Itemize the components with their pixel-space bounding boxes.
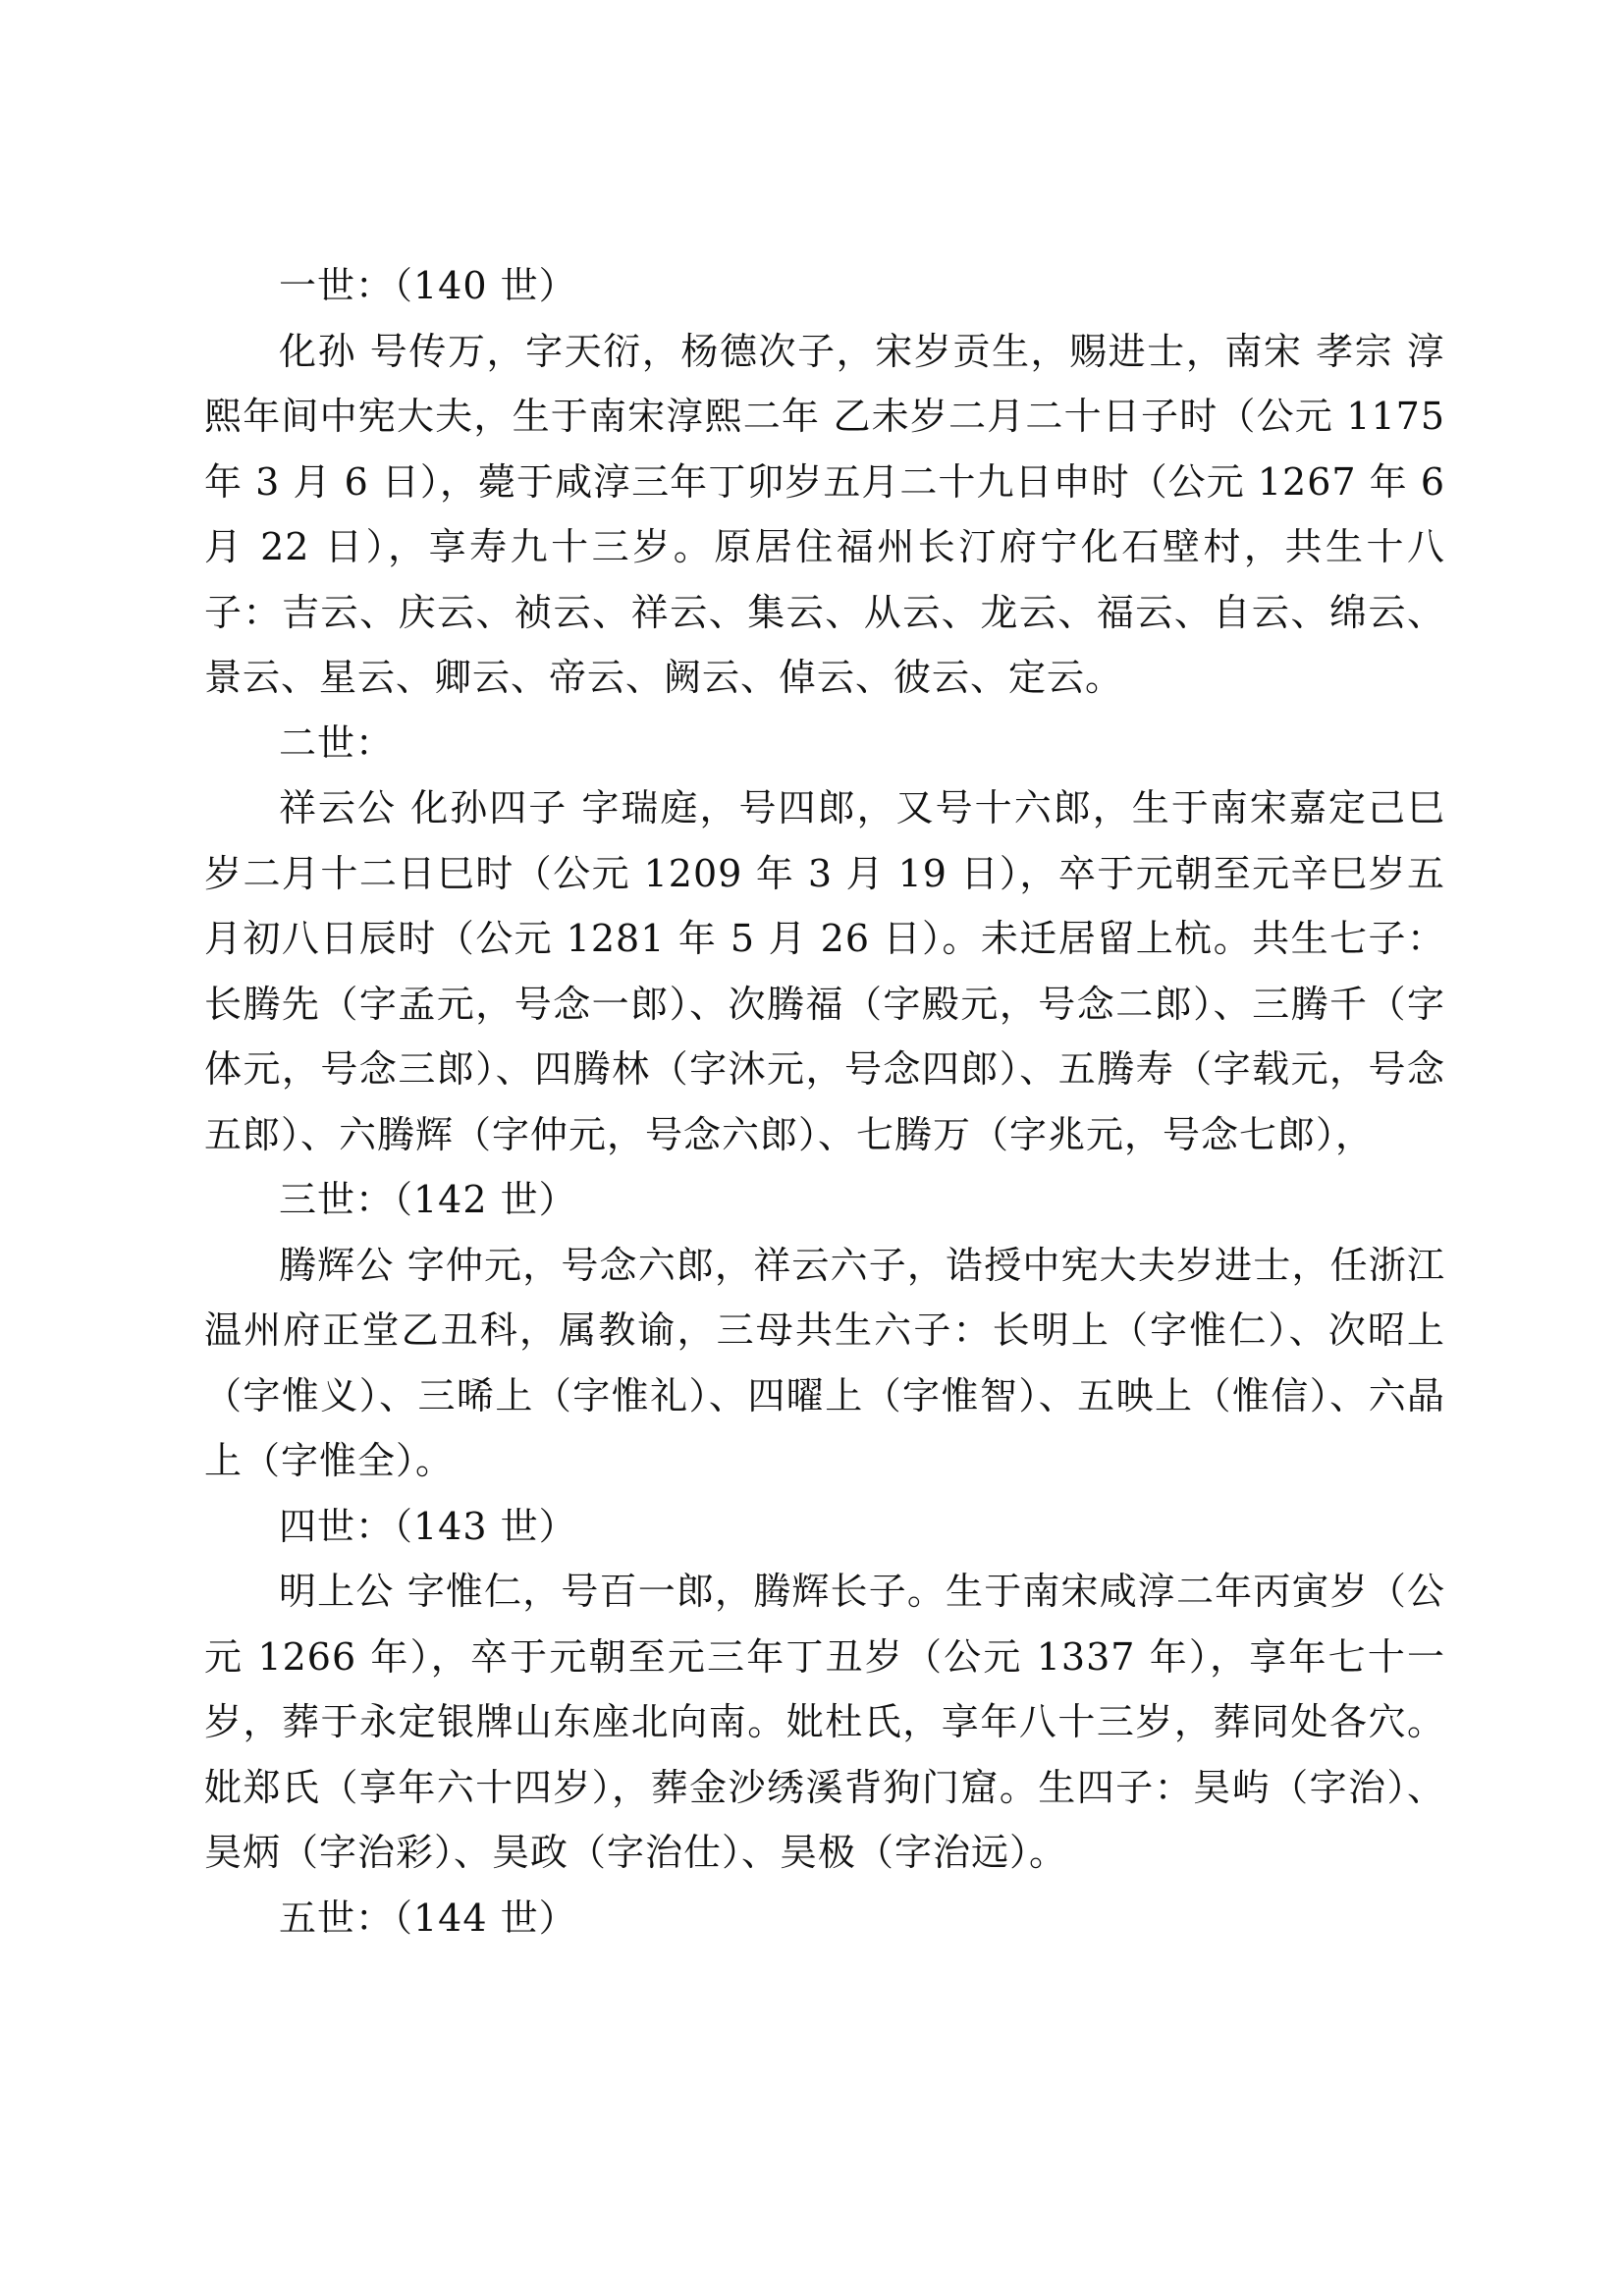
generation-paragraph-1: 化孙 号传万，字天衍，杨德次子，宋岁贡生，赐进士，南宋 孝宗 淳熙年间中宪大夫，生于南宋淳熙二年 乙未岁二月二十日子时（公元 1175 年 3 月 6 日），薨于咸淳三年丁卯岁五月二十九日申时（公元 1267 年 6 月 22 日），享寿九十三岁。原居住福州长汀府宁化石壁村，共生十八子：吉云、庆云、祯云、祥云、集云、从云、龙云、福云、自云、绵云、景云、星云、卿云、帝云、阙云、倬云、彼云、定云。: [204, 329, 1445, 699]
generation-heading-4: 四世：（143 世）: [279, 1504, 577, 1548]
generation-paragraph-4: 明上公 字惟仁，号百一郎，腾辉长子。生于南宋咸淳二年丙寅岁（公元 1266 年），卒于元朝至元三年丁丑岁（公元 1337 年），享年七十一岁，葬于永定银牌山东座北向南。妣杜氏，享年八十三岁，葬同处各穴。妣郑氏（享年六十四岁），葬金沙绣溪背狗门窟。生四子：昊屿（字治）、昊炳（字治彩）、昊政（字治仕）、昊极（字治远）。: [204, 1570, 1445, 1874]
genealogy-text: [204, 253, 1445, 1950]
generation-heading-1: 一世：（140 世）: [279, 264, 577, 307]
generation-heading-5: 五世：（144 世）: [279, 1896, 577, 1940]
generation-paragraph-2: 祥云公 化孙四子 字瑞庭，号四郎，又号十六郎，生于南宋嘉定己巳岁二月十二日巳时（公元 1209 年 3 月 19 日），卒于元朝至元辛巳岁五月初八日辰时（公元 1281 年 5 月 26 日）。未迁居留上杭。共生七子：长腾先（字孟元，号念一郎）、次腾福（字殿元，号念二郎）、三腾千（字体元，号念三郎）、四腾林（字沐元，号念四郎）、五腾寿（字载元，号念五郎）、六腾辉（字仲元，号念六郎）、七腾万（字兆元，号念七郎），: [204, 786, 1445, 1156]
generation-heading-3: 三世：（142 世）: [279, 1178, 577, 1221]
generation-heading-2: 二世：: [279, 721, 395, 765]
generation-paragraph-3: 腾辉公 字仲元，号念六郎，祥云六子，诰授中宪大夫岁进士，任浙江温州府正堂乙丑科，属教谕，三母共生六子：长明上（字惟仁）、次昭上（字惟义）、三晞上（字惟礼）、四曜上（字惟智）、五映上（惟信）、六晶上（字惟全）。: [204, 1243, 1445, 1482]
